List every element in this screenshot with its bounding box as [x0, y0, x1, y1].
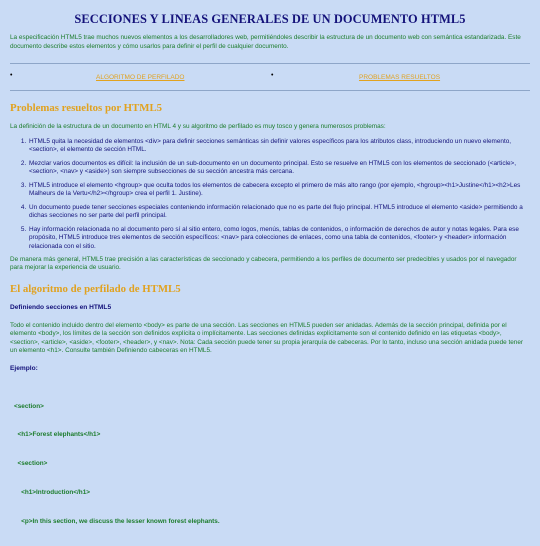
list-item: 3. HTML5 introduce el elemento <hgroup> que oculta todos los elementos de cabecera excepto el primero de más alto rango (por ejemplo, <hgroup><h1>Justine</h1><h2>Les Malheurs de la Vertu</h2></hgroup> crea el perfil 1. Justine).	[28, 182, 530, 199]
problems-section	[10, 101, 530, 273]
code-line: <section>	[14, 402, 44, 410]
list-item: 5. Hay información relacionada no al documento pero sí al sitio entero, como logos, menús, tablas de contenidos, o información de derechos de autor y notas legales. Para ese propósito, HTML5 introduce tres elementos de sección específicos: <nav> para colecciones de enlaces, como una tabla de contenidos, <footer> y <header> información relacionada con el sitio.	[28, 226, 530, 251]
code-line: <p>In this section, we discuss the lesser known forest elephants.	[14, 517, 220, 525]
bullet-icon: •	[10, 72, 13, 80]
bullet-icon: •	[271, 72, 274, 80]
algorithm-body: Todo el contenido incluido dentro del elemento <body> es parte de una sección. Las secciones en HTML5 pueden ser anidadas. Además de la sección principal, definida por el elemento <body>, los límites de la sección son definidos explícita o implícitamente. Las secciones definidas explícitamente son el contenido definido en las etiquetas <body>, <section>, <article>, <aside>, <footer>, <header>, y <nav>. Nota: Cada sección puede tener su propia jerarquía de cabeceras. Por lo tanto, incluso una sección anidada puede tener un elemento <h1>. Consulte también Definiendo cabeceras en HTML5.	[10, 321, 524, 355]
divider	[10, 63, 530, 64]
example-label: Ejemplo:	[10, 364, 38, 372]
intro-paragraph: La especificación HTML5 trae muchos nuevos elementos a los desarrolladores web, permitiéndoles describir la estructura de un documento web con semántica estandarizada. Este documento describe estos elementos y cómo usarlos para definir el perfil de cualquier documento.	[10, 34, 521, 50]
code-line: <h1>Forest elephants</h1>	[14, 431, 101, 439]
list-item: 1. HTML5 quita la necesidad de elementos <div> para definir secciones semánticas sin definir valores específicos para los atributos class, introduciendo un nuevo elemento, <section>, el elemento de sección HTML.	[28, 138, 530, 155]
algorithm-section	[10, 282, 530, 546]
problems-list	[10, 138, 530, 251]
algorithm-heading: El algoritmo de perfilado de HTML5	[10, 282, 181, 295]
divider	[10, 90, 530, 91]
code-line: <h1>Introduction</h1>	[14, 489, 90, 497]
list-item: 4. Un documento puede tener secciones especiales conteniendo información relacionado que no es parte del flujo principal. HTML5 introduce el elemento <aside> permitiendo a dichas secciones no ser parte del perfil principal.	[28, 204, 530, 221]
toc-link-algoritmo[interactable]: ALGORITMO DE PERFILADO	[96, 74, 185, 82]
code-example	[10, 382, 530, 545]
problems-lead: La definición de la estructura de un documento en HTML 4 y su algoritmo de perfilado es muy tosco y genera numerosos problemas:	[10, 122, 386, 130]
code-line: <section>	[14, 460, 48, 468]
list-item: 2. Mezclar varios documentos es difícil: la inclusión de un sub-documento en un documento principal. Esto se resuelve en HTML5 con los elementos de seccionado (<article>, <section>, <nav> y <aside>) son siempre subsecciones de su sección ancestra más cercana.	[28, 160, 530, 177]
problems-closing: De manera más general, HTML5 trae precisión a las características de seccionado y cabecera, permitiendo a los perfiles de documento ser predecibles y usados por el navegador para mejorar la experiencia de usuario.	[10, 255, 517, 272]
problems-heading: Problemas resueltos por HTML5	[10, 102, 163, 115]
page-title: SECCIONES Y LINEAS GENERALES DE UN DOCUMENTO HTML5	[74, 12, 466, 26]
table-of-contents	[10, 66, 530, 90]
toc-link-problemas[interactable]: PROBLEMAS RESUELTOS	[359, 74, 441, 82]
algorithm-subheading: Definiendo secciones en HTML5	[10, 304, 112, 312]
